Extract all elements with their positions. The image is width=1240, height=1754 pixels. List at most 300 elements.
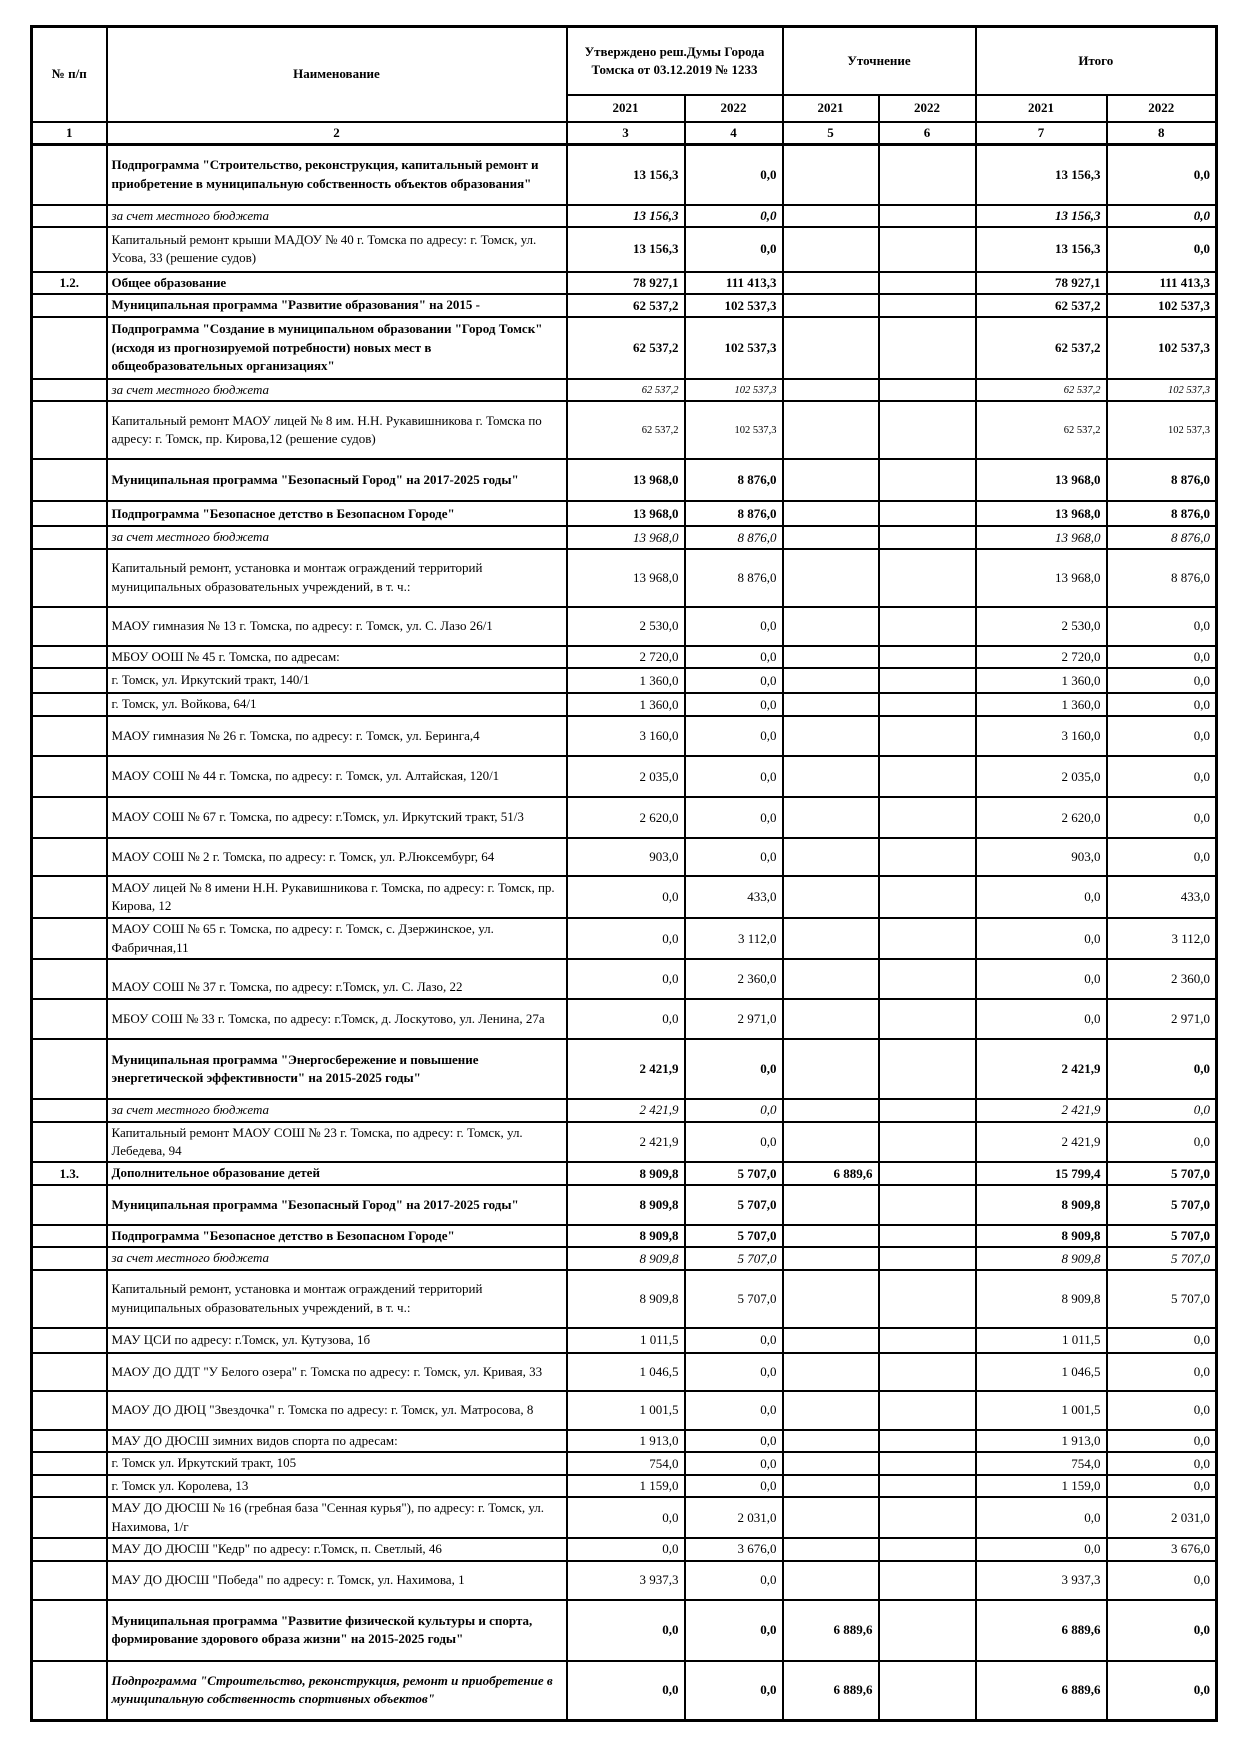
cell-row-number <box>32 999 107 1039</box>
cell-value-col4: 8 876,0 <box>685 526 783 548</box>
cell-value-col7: 0,0 <box>976 876 1107 918</box>
cell-value-col4: 0,0 <box>685 145 783 205</box>
cell-value-col4: 111 413,3 <box>685 272 783 294</box>
cell-value-col5 <box>783 668 879 693</box>
cell-value-col8: 0,0 <box>1107 145 1217 205</box>
cell-value-col6 <box>879 668 976 693</box>
cell-row-number <box>32 1225 107 1247</box>
cell-value-col6 <box>879 693 976 716</box>
cell-value-col7: 2 530,0 <box>976 607 1107 646</box>
cell-value-col8: 5 707,0 <box>1107 1247 1217 1269</box>
cell-value-col8: 0,0 <box>1107 1099 1217 1121</box>
header-index-6: 6 <box>879 122 976 145</box>
table-row <box>32 959 1217 999</box>
cell-value-col8: 0,0 <box>1107 693 1217 716</box>
table-row <box>32 526 1217 548</box>
cell-value-col6 <box>879 1661 976 1721</box>
cell-row-number <box>32 526 107 548</box>
cell-value-col3: 2 530,0 <box>567 607 685 646</box>
cell-value-col7: 1 046,5 <box>976 1353 1107 1391</box>
cell-value-col5 <box>783 756 879 797</box>
cell-row-number <box>32 227 107 272</box>
cell-name: МАОУ ДО ДДТ "У Белого озера" г. Томска по адресу: г. Томск, ул. Кривая, 33 <box>107 1353 567 1391</box>
cell-value-col7: 3 160,0 <box>976 716 1107 756</box>
table-row <box>32 838 1217 876</box>
cell-name: Муниципальная программа "Безопасный Город" на 2017-2025 годы" <box>107 1185 567 1225</box>
cell-value-col3: 0,0 <box>567 1538 685 1560</box>
cell-value-col7: 15 799,4 <box>976 1162 1107 1184</box>
cell-value-col3: 1 913,0 <box>567 1430 685 1452</box>
cell-value-col4: 2 031,0 <box>685 1497 783 1538</box>
cell-value-col4: 0,0 <box>685 797 783 838</box>
cell-value-col4: 3 676,0 <box>685 1538 783 1560</box>
cell-row-number <box>32 1430 107 1452</box>
cell-value-col7: 0,0 <box>976 918 1107 959</box>
table-row <box>32 668 1217 693</box>
cell-value-col5 <box>783 838 879 876</box>
cell-row-number <box>32 401 107 459</box>
table-body <box>32 145 1217 1721</box>
cell-value-col6 <box>879 876 976 918</box>
cell-value-col8: 5 707,0 <box>1107 1270 1217 1328</box>
cell-value-col5 <box>783 272 879 294</box>
table-row <box>32 1430 1217 1452</box>
table-row <box>32 646 1217 668</box>
cell-value-col5: 6 889,6 <box>783 1162 879 1184</box>
cell-value-col7: 2 720,0 <box>976 646 1107 668</box>
cell-value-col6 <box>879 272 976 294</box>
table-row <box>32 227 1217 272</box>
table-row <box>32 459 1217 501</box>
cell-value-col6 <box>879 1600 976 1661</box>
cell-value-col6 <box>879 379 976 401</box>
cell-value-col7: 8 909,8 <box>976 1225 1107 1247</box>
cell-value-col4: 5 707,0 <box>685 1270 783 1328</box>
table-row <box>32 379 1217 401</box>
cell-value-col4: 0,0 <box>685 1099 783 1121</box>
cell-value-col7: 2 421,9 <box>976 1122 1107 1163</box>
cell-row-number <box>32 716 107 756</box>
cell-value-col6 <box>879 317 976 379</box>
cell-value-col5 <box>783 1122 879 1163</box>
cell-value-col3: 13 156,3 <box>567 227 685 272</box>
cell-value-col6 <box>879 1353 976 1391</box>
cell-value-col6 <box>879 1270 976 1328</box>
cell-name: Подпрограмма "Создание в муниципальном образовании "Город Томск" (исходя из прогнозируемой потребности) новых мест в общеобразовательных организациях" <box>107 317 567 379</box>
cell-value-col5 <box>783 501 879 526</box>
cell-value-col4: 0,0 <box>685 1661 783 1721</box>
cell-name: Муниципальная программа "Развитие образования" на 2015 - <box>107 294 567 316</box>
cell-value-col3: 2 035,0 <box>567 756 685 797</box>
cell-value-col3: 0,0 <box>567 999 685 1039</box>
cell-value-col4: 0,0 <box>685 756 783 797</box>
cell-value-col7: 2 035,0 <box>976 756 1107 797</box>
cell-name: Муниципальная программа "Безопасный Город" на 2017-2025 годы" <box>107 459 567 501</box>
cell-value-col5 <box>783 1475 879 1497</box>
cell-value-col6 <box>879 1391 976 1430</box>
cell-value-col8: 0,0 <box>1107 646 1217 668</box>
cell-row-number <box>32 145 107 205</box>
cell-value-col8: 2 971,0 <box>1107 999 1217 1039</box>
cell-value-col6 <box>879 145 976 205</box>
cell-value-col4: 0,0 <box>685 1039 783 1099</box>
cell-value-col6 <box>879 1247 976 1269</box>
header-index-8: 8 <box>1107 122 1217 145</box>
table-row <box>32 1185 1217 1225</box>
cell-value-col5 <box>783 526 879 548</box>
header-col-clarification: Уточнение <box>783 27 976 95</box>
cell-value-col7: 6 889,6 <box>976 1661 1107 1721</box>
cell-value-col5 <box>783 1391 879 1430</box>
cell-value-col3: 1 159,0 <box>567 1475 685 1497</box>
cell-row-number <box>32 1661 107 1721</box>
header-index-1: 1 <box>32 122 107 145</box>
cell-value-col4: 2 971,0 <box>685 999 783 1039</box>
table-row <box>32 1561 1217 1600</box>
cell-value-col7: 1 001,5 <box>976 1391 1107 1430</box>
cell-value-col5 <box>783 1328 879 1353</box>
cell-value-col3: 0,0 <box>567 1661 685 1721</box>
cell-name: за счет местного бюджета <box>107 205 567 227</box>
cell-value-col8: 102 537,3 <box>1107 294 1217 316</box>
cell-value-col8: 0,0 <box>1107 205 1217 227</box>
cell-value-col8: 0,0 <box>1107 668 1217 693</box>
cell-value-col7: 754,0 <box>976 1452 1107 1474</box>
cell-name: МАУ ЦСИ по адресу: г.Томск, ул. Кутузова, 1б <box>107 1328 567 1353</box>
header-year-4: 2022 <box>685 95 783 122</box>
cell-value-col8: 0,0 <box>1107 1561 1217 1600</box>
cell-value-col5 <box>783 693 879 716</box>
cell-name: Капитальный ремонт крыши МАДОУ № 40 г. Томска по адресу: г. Томск, ул. Усова, 33 (решение судов) <box>107 227 567 272</box>
cell-value-col7: 13 968,0 <box>976 459 1107 501</box>
cell-value-col8: 0,0 <box>1107 1452 1217 1474</box>
cell-value-col5 <box>783 401 879 459</box>
cell-value-col5 <box>783 1452 879 1474</box>
cell-value-col7: 1 360,0 <box>976 668 1107 693</box>
cell-value-col4: 0,0 <box>685 668 783 693</box>
cell-value-col8: 5 707,0 <box>1107 1225 1217 1247</box>
cell-value-col3: 1 360,0 <box>567 668 685 693</box>
cell-row-number <box>32 1391 107 1430</box>
table-row <box>32 549 1217 607</box>
cell-value-col5 <box>783 797 879 838</box>
cell-value-col3: 1 360,0 <box>567 693 685 716</box>
cell-value-col6 <box>879 756 976 797</box>
table-row <box>32 1661 1217 1721</box>
cell-name: МАОУ лицей № 8 имени Н.Н. Рукавишникова г. Томска, по адресу: г. Томск, пр. Кирова, 12 <box>107 876 567 918</box>
cell-row-number <box>32 1600 107 1661</box>
cell-value-col7: 78 927,1 <box>976 272 1107 294</box>
cell-value-col7: 62 537,2 <box>976 294 1107 316</box>
cell-value-col3: 8 909,8 <box>567 1225 685 1247</box>
cell-row-number <box>32 838 107 876</box>
cell-value-col4: 5 707,0 <box>685 1162 783 1184</box>
cell-value-col3: 0,0 <box>567 1497 685 1538</box>
cell-value-col5 <box>783 317 879 379</box>
cell-value-col5 <box>783 999 879 1039</box>
header-col-approved: Утверждено реш.Думы Города Томска от 03.12.2019 № 1233 <box>567 27 783 95</box>
header-index-2: 2 <box>107 122 567 145</box>
cell-value-col3: 3 937,3 <box>567 1561 685 1600</box>
cell-value-col5 <box>783 1538 879 1560</box>
table-row <box>32 716 1217 756</box>
cell-value-col3: 2 421,9 <box>567 1099 685 1121</box>
header-index-5: 5 <box>783 122 879 145</box>
cell-value-col7: 8 909,8 <box>976 1185 1107 1225</box>
cell-value-col5 <box>783 646 879 668</box>
cell-row-number <box>32 1475 107 1497</box>
cell-value-col8: 0,0 <box>1107 1661 1217 1721</box>
cell-value-col6 <box>879 1497 976 1538</box>
cell-row-number <box>32 1328 107 1353</box>
cell-row-number <box>32 876 107 918</box>
cell-value-col7: 62 537,2 <box>976 401 1107 459</box>
cell-value-col7: 8 909,8 <box>976 1270 1107 1328</box>
cell-value-col8: 0,0 <box>1107 227 1217 272</box>
cell-value-col7: 6 889,6 <box>976 1600 1107 1661</box>
cell-name: МАОУ гимназия № 26 г. Томска, по адресу: г. Томск, ул. Беринга,4 <box>107 716 567 756</box>
cell-value-col8: 0,0 <box>1107 1475 1217 1497</box>
cell-value-col6 <box>879 549 976 607</box>
cell-name: Подпрограмма "Безопасное детство в Безопасном Городе" <box>107 501 567 526</box>
cell-value-col3: 0,0 <box>567 918 685 959</box>
cell-value-col3: 13 156,3 <box>567 145 685 205</box>
cell-value-col3: 8 909,8 <box>567 1270 685 1328</box>
cell-value-col7: 0,0 <box>976 1497 1107 1538</box>
cell-name: МАОУ СОШ № 2 г. Томска, по адресу: г. Томск, ул. Р.Люксембург, 64 <box>107 838 567 876</box>
cell-name: Капитальный ремонт МАОУ лицей № 8 им. Н.Н. Рукавишникова г. Томска по адресу: г. Томск, пр. Кирова,12 (решение судов) <box>107 401 567 459</box>
cell-value-col4: 8 876,0 <box>685 501 783 526</box>
table-row <box>32 1122 1217 1163</box>
cell-value-col3: 13 968,0 <box>567 459 685 501</box>
cell-value-col3: 13 156,3 <box>567 205 685 227</box>
cell-value-col4: 102 537,3 <box>685 401 783 459</box>
cell-value-col5 <box>783 205 879 227</box>
table-row <box>32 1475 1217 1497</box>
cell-value-col6 <box>879 1099 976 1121</box>
cell-value-col7: 2 421,9 <box>976 1039 1107 1099</box>
table-row <box>32 1538 1217 1560</box>
cell-row-number <box>32 294 107 316</box>
cell-value-col8: 8 876,0 <box>1107 501 1217 526</box>
cell-row-number <box>32 317 107 379</box>
cell-row-number <box>32 646 107 668</box>
cell-name: Капитальный ремонт, установка и монтаж ограждений территорий муниципальных образовательных учреждений, в т. ч.: <box>107 1270 567 1328</box>
cell-name: МАУ ДО ДЮСШ зимних видов спорта по адресам: <box>107 1430 567 1452</box>
cell-value-col4: 102 537,3 <box>685 294 783 316</box>
cell-row-number <box>32 1185 107 1225</box>
cell-value-col7: 1 360,0 <box>976 693 1107 716</box>
cell-row-number <box>32 1270 107 1328</box>
cell-value-col5 <box>783 227 879 272</box>
table-row <box>32 918 1217 959</box>
cell-value-col3: 78 927,1 <box>567 272 685 294</box>
cell-row-number <box>32 549 107 607</box>
cell-name: МАОУ ДО ДЮЦ "Звездочка" г. Томска по адресу: г. Томск, ул. Матросова, 8 <box>107 1391 567 1430</box>
cell-value-col4: 3 112,0 <box>685 918 783 959</box>
cell-value-col3: 0,0 <box>567 959 685 999</box>
cell-value-col3: 13 968,0 <box>567 526 685 548</box>
cell-value-col4: 0,0 <box>685 1561 783 1600</box>
cell-value-col4: 0,0 <box>685 716 783 756</box>
cell-value-col8: 8 876,0 <box>1107 526 1217 548</box>
cell-value-col7: 13 968,0 <box>976 549 1107 607</box>
cell-value-col4: 102 537,3 <box>685 317 783 379</box>
cell-row-number <box>32 918 107 959</box>
cell-name: г. Томск ул. Иркутский тракт, 105 <box>107 1452 567 1474</box>
cell-value-col7: 8 909,8 <box>976 1247 1107 1269</box>
table-row <box>32 401 1217 459</box>
table-row <box>32 1270 1217 1328</box>
cell-value-col8: 3 676,0 <box>1107 1538 1217 1560</box>
cell-name: г. Томск, ул. Войкова, 64/1 <box>107 693 567 716</box>
cell-value-col7: 62 537,2 <box>976 317 1107 379</box>
cell-name: Капитальный ремонт, установка и монтаж ограждений территорий муниципальных образовательных учреждений, в т. ч.: <box>107 549 567 607</box>
cell-value-col6 <box>879 646 976 668</box>
cell-value-col8: 8 876,0 <box>1107 459 1217 501</box>
cell-value-col6 <box>879 1225 976 1247</box>
table-row <box>32 501 1217 526</box>
cell-row-number <box>32 379 107 401</box>
cell-row-number <box>32 501 107 526</box>
cell-value-col7: 13 968,0 <box>976 501 1107 526</box>
cell-name: МАУ ДО ДЮСШ № 16 (гребная база "Сенная курья"), по адресу: г. Томск, ул. Нахимова, 1/г <box>107 1497 567 1538</box>
cell-value-col6 <box>879 797 976 838</box>
cell-value-col5 <box>783 1561 879 1600</box>
table-row <box>32 797 1217 838</box>
header-row-indices <box>32 122 1217 145</box>
cell-value-col3: 13 968,0 <box>567 501 685 526</box>
cell-value-col6 <box>879 838 976 876</box>
cell-value-col6 <box>879 1328 976 1353</box>
cell-value-col6 <box>879 1122 976 1163</box>
cell-value-col8: 102 537,3 <box>1107 401 1217 459</box>
cell-value-col7: 13 156,3 <box>976 145 1107 205</box>
cell-value-col5: 6 889,6 <box>783 1661 879 1721</box>
cell-value-col8: 102 537,3 <box>1107 379 1217 401</box>
cell-name: МАОУ СОШ № 44 г. Томска, по адресу: г. Томск, ул. Алтайская, 120/1 <box>107 756 567 797</box>
cell-value-col7: 903,0 <box>976 838 1107 876</box>
cell-value-col8: 0,0 <box>1107 607 1217 646</box>
cell-row-number <box>32 1561 107 1600</box>
cell-value-col8: 0,0 <box>1107 797 1217 838</box>
cell-value-col5 <box>783 1430 879 1452</box>
cell-value-col3: 62 537,2 <box>567 379 685 401</box>
cell-value-col5 <box>783 549 879 607</box>
cell-value-col8: 0,0 <box>1107 838 1217 876</box>
cell-value-col3: 3 160,0 <box>567 716 685 756</box>
cell-name: Муниципальная программа "Энергосбережение и повышение энергетической эффективности" на 2015-2025 годы" <box>107 1039 567 1099</box>
cell-value-col8: 0,0 <box>1107 1600 1217 1661</box>
cell-name: МАУ ДО ДЮСШ "Кедр" по адресу: г.Томск, п. Светлый, 46 <box>107 1538 567 1560</box>
cell-value-col3: 62 537,2 <box>567 401 685 459</box>
cell-value-col4: 0,0 <box>685 1600 783 1661</box>
cell-value-col3: 1 001,5 <box>567 1391 685 1430</box>
table-row <box>32 1600 1217 1661</box>
cell-value-col5 <box>783 959 879 999</box>
cell-value-col8: 5 707,0 <box>1107 1185 1217 1225</box>
cell-name: Общее образование <box>107 272 567 294</box>
cell-name: Подпрограмма "Безопасное детство в Безопасном Городе" <box>107 1225 567 1247</box>
cell-value-col6 <box>879 1452 976 1474</box>
cell-name: Подпрограмма "Строительство, реконструкция, ремонт и приобретение в муниципальную собственность спортивных объектов" <box>107 1661 567 1721</box>
cell-name: Капитальный ремонт МАОУ СОШ № 23 г. Томска, по адресу: г. Томск, ул. Лебедева, 94 <box>107 1122 567 1163</box>
cell-value-col6 <box>879 959 976 999</box>
table-row <box>32 1099 1217 1121</box>
cell-row-number <box>32 205 107 227</box>
cell-value-col7: 0,0 <box>976 1538 1107 1560</box>
header-row-main <box>32 27 1217 95</box>
cell-name: МАОУ гимназия № 13 г. Томска, по адресу: г. Томск, ул. С. Лазо 26/1 <box>107 607 567 646</box>
cell-name: МАОУ СОШ № 65 г. Томска, по адресу: г. Томск, с. Дзержинское, ул. Фабричная,11 <box>107 918 567 959</box>
header-col-num: № п/п <box>32 27 107 122</box>
cell-value-col4: 0,0 <box>685 1328 783 1353</box>
header-index-4: 4 <box>685 122 783 145</box>
cell-value-col5 <box>783 607 879 646</box>
table-row <box>32 1452 1217 1474</box>
cell-value-col5 <box>783 145 879 205</box>
cell-row-number <box>32 607 107 646</box>
cell-row-number <box>32 1497 107 1538</box>
cell-row-number <box>32 797 107 838</box>
cell-value-col6 <box>879 526 976 548</box>
table-row <box>32 145 1217 205</box>
cell-value-col4: 2 360,0 <box>685 959 783 999</box>
cell-value-col5 <box>783 1185 879 1225</box>
table-row <box>32 756 1217 797</box>
cell-value-col6 <box>879 205 976 227</box>
cell-name: за счет местного бюджета <box>107 1247 567 1269</box>
cell-value-col6 <box>879 1185 976 1225</box>
cell-value-col8: 0,0 <box>1107 1039 1217 1099</box>
cell-row-number <box>32 1353 107 1391</box>
cell-value-col3: 2 620,0 <box>567 797 685 838</box>
cell-row-number <box>32 1247 107 1269</box>
cell-row-number <box>32 1122 107 1163</box>
cell-value-col7: 1 011,5 <box>976 1328 1107 1353</box>
cell-value-col4: 0,0 <box>685 646 783 668</box>
header-col-name: Наименование <box>107 27 567 122</box>
table-row <box>32 1353 1217 1391</box>
cell-value-col6 <box>879 1561 976 1600</box>
cell-value-col8: 102 537,3 <box>1107 317 1217 379</box>
cell-value-col6 <box>879 999 976 1039</box>
cell-name: за счет местного бюджета <box>107 1099 567 1121</box>
cell-name: МБОУ ООШ № 45 г. Томска, по адресам: <box>107 646 567 668</box>
cell-value-col8: 8 876,0 <box>1107 549 1217 607</box>
cell-value-col7: 62 537,2 <box>976 379 1107 401</box>
table-row <box>32 1391 1217 1430</box>
cell-row-number <box>32 668 107 693</box>
cell-value-col8: 0,0 <box>1107 1430 1217 1452</box>
cell-value-col3: 62 537,2 <box>567 294 685 316</box>
table-row <box>32 999 1217 1039</box>
cell-name: МАОУ СОШ № 37 г. Томска, по адресу: г.Томск, ул. С. Лазо, 22 <box>107 959 567 999</box>
table-header <box>32 27 1217 145</box>
header-col-total: Итого <box>976 27 1217 95</box>
cell-value-col4: 8 876,0 <box>685 459 783 501</box>
cell-value-col5 <box>783 459 879 501</box>
cell-value-col3: 13 968,0 <box>567 549 685 607</box>
cell-value-col4: 5 707,0 <box>685 1247 783 1269</box>
cell-value-col7: 13 156,3 <box>976 227 1107 272</box>
cell-value-col8: 5 707,0 <box>1107 1162 1217 1184</box>
header-year-7: 2021 <box>976 95 1107 122</box>
cell-value-col6 <box>879 501 976 526</box>
table-row <box>32 294 1217 316</box>
table-row <box>32 876 1217 918</box>
cell-name: Подпрограмма "Строительство, реконструкция, капитальный ремонт и приобретение в муниципальную собственность объектов образования" <box>107 145 567 205</box>
